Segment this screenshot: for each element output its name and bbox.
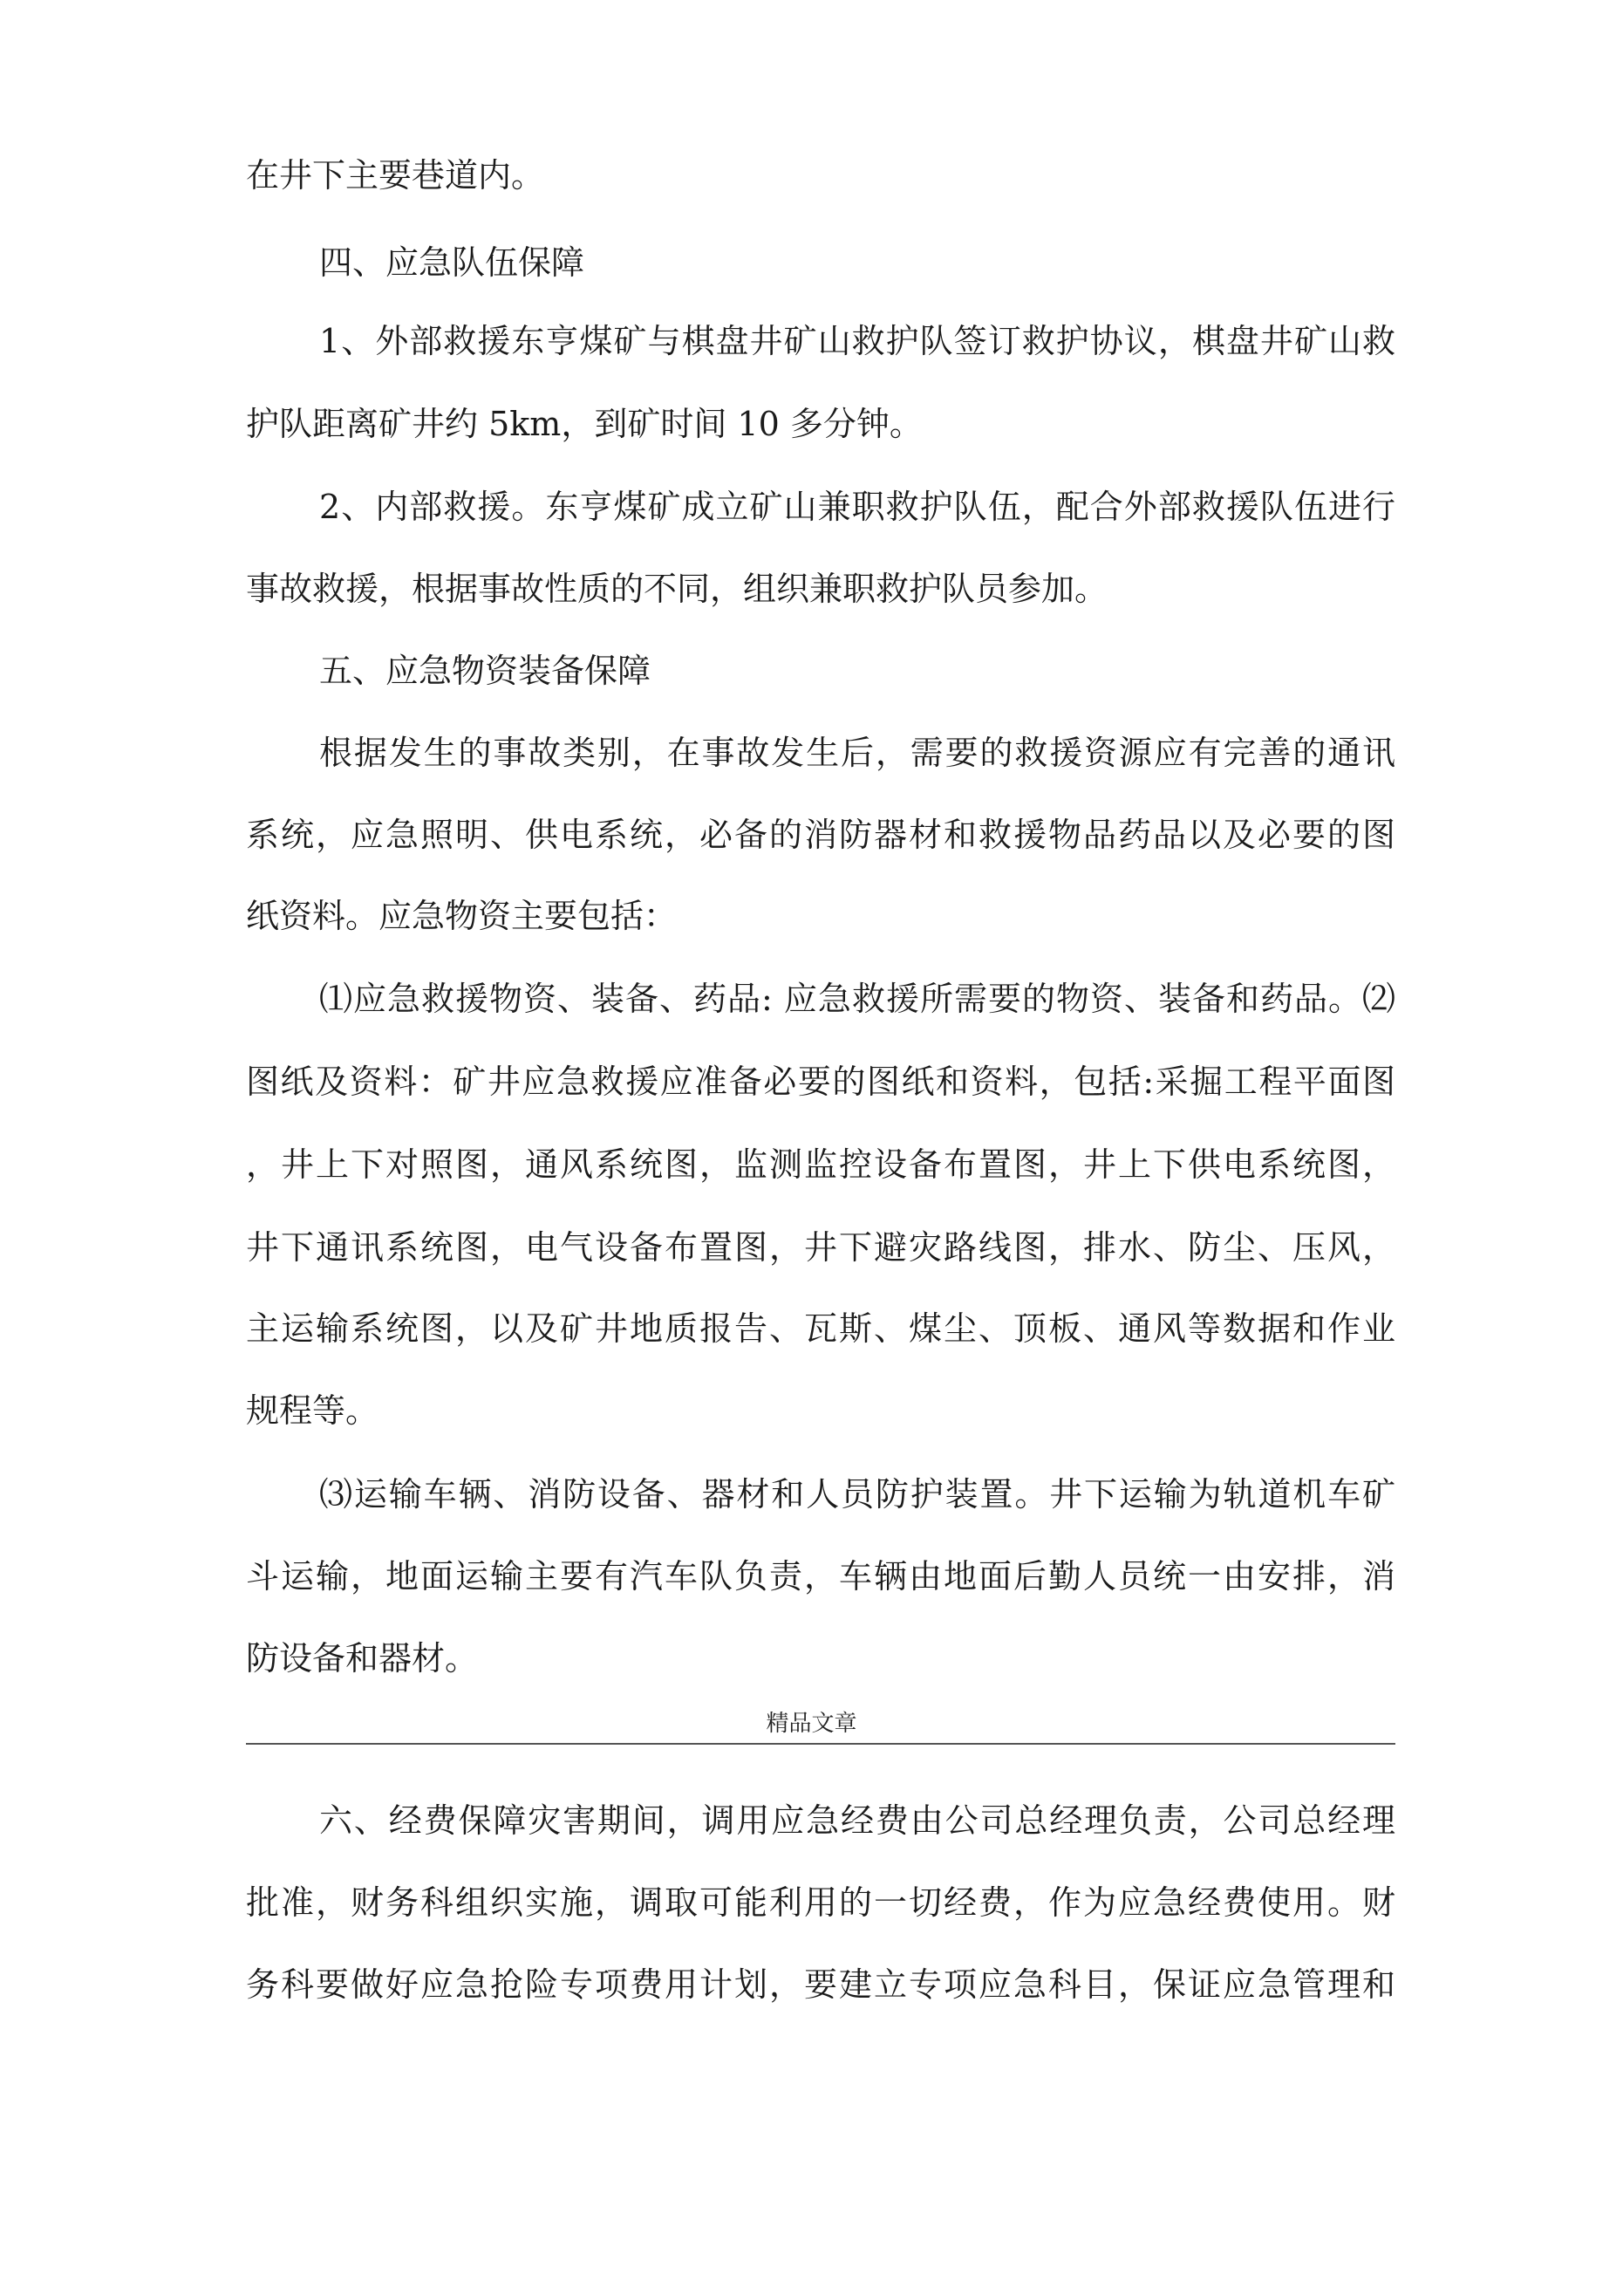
text-line: ⑶运输车辆、消防设备、器材和人员防护装置。井下运输为轨道机车矿 bbox=[319, 1475, 1395, 1514]
text-line: 1、外部救援东亨煤矿与棋盘井矿山救护队签订救护协议，棋盘井矿山救 bbox=[319, 322, 1395, 360]
text-line: 防设备和器材。 bbox=[246, 1639, 479, 1678]
text-line: 护队距离矿井约 5km，到矿时间 10 多分钟。 bbox=[246, 405, 923, 443]
text-line: 图纸及资料：矿井应急救援应准备必要的图纸和资料，包括:采掘工程平面图 bbox=[246, 1063, 1395, 1101]
footer-divider bbox=[246, 1743, 1395, 1745]
page-footer-label: 精品文章 bbox=[766, 1711, 857, 1737]
text-line: 主运输系统图，以及矿井地质报告、瓦斯、煤尘、顶板、通风等数据和作业 bbox=[246, 1309, 1395, 1348]
text-line: 六、经费保障灾害期间，调用应急经费由公司总经理负责，公司总经理 bbox=[319, 1801, 1395, 1840]
text-line: 根据发生的事故类别，在事故发生后，需要的救援资源应有完善的通讯 bbox=[319, 734, 1395, 772]
text-line: 规程等。 bbox=[246, 1391, 379, 1430]
text-line: ，井上下对照图，通风系统图，监测监控设备布置图，井上下供电系统图， bbox=[246, 1145, 1395, 1184]
text-line: 2、内部救援。东亨煤矿成立矿山兼职救护队伍，配合外部救援队伍进行 bbox=[319, 488, 1395, 526]
section-heading-emergency-team: 四、应急队伍保障 bbox=[319, 243, 585, 282]
text-line: 斗运输，地面运输主要有汽车队负责，车辆由地面后勤人员统一由安排，消 bbox=[246, 1557, 1395, 1596]
section-heading-emergency-supplies: 五、应急物资装备保障 bbox=[319, 652, 651, 690]
text-line: 系统，应急照明、供电系统，必备的消防器材和救援物品药品以及必要的图 bbox=[246, 816, 1395, 854]
text-line: 纸资料。应急物资主要包括： bbox=[246, 897, 678, 935]
text-line: 事故救援，根据事故性质的不同，组织兼职救护队员参加。 bbox=[246, 570, 1108, 608]
text-line: ⑴应急救援物资、装备、药品: 应急救援所需要的物资、装备和药品。⑵ bbox=[319, 980, 1395, 1018]
text-line: 务科要做好应急抢险专项费用计划，要建立专项应急科目，保证应急管理和 bbox=[246, 1965, 1395, 2004]
text-line: 批准，财务科组织实施，调取可能利用的一切经费，作为应急经费使用。财 bbox=[246, 1883, 1395, 1922]
text-line: 井下通讯系统图，电气设备布置图，井下避灾路线图，排水、防尘、压风， bbox=[246, 1228, 1395, 1267]
text-line: 在井下主要巷道内。 bbox=[246, 156, 545, 195]
